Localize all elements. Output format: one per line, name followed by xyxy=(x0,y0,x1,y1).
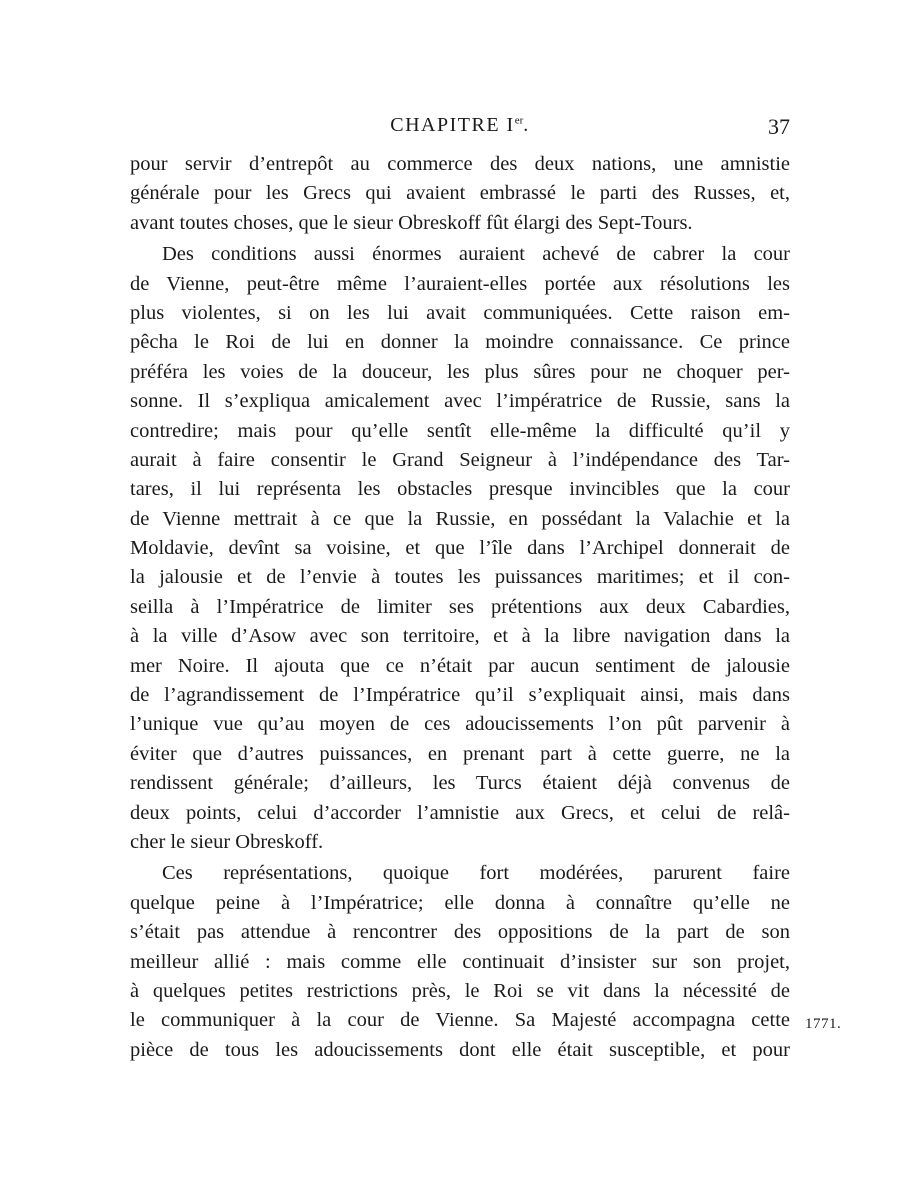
text-line: contredire; mais pour qu’elle sentît elle-même la difficulté qu’il y xyxy=(130,419,790,442)
text-line: meilleur allié : mais comme elle continuait d’insister sur son projet, xyxy=(130,950,790,973)
text-line: s’était pas attendue à rencontrer des oppositions de la part de son xyxy=(130,921,790,944)
text-line: sonne. Il s’expliqua amicalement avec l’impératrice de Russie, sans la xyxy=(130,390,790,413)
text-line: aurait à faire consentir le Grand Seigneur à l’indépendance des Tar- xyxy=(130,448,790,471)
text-line: deux points, celui d’accorder l’amnistie aux Grecs, et celui de relâ- xyxy=(130,801,790,824)
text-line: rendissent générale; d’ailleurs, les Turcs étaient déjà convenus de xyxy=(130,772,790,795)
text-line: tares, il lui représenta les obstacles presque invincibles que la cour xyxy=(130,478,790,501)
text-line: préféra les voies de la douceur, les plus sûres pour ne choquer per- xyxy=(130,360,790,383)
text-line: pêcha le Roi de lui en donner la moindre connaissance. Ce prince xyxy=(130,331,790,354)
text-line: l’unique vue qu’au moyen de ces adoucissements l’on pût parvenir à xyxy=(130,713,790,736)
paragraph-1 xyxy=(130,150,790,238)
body-text xyxy=(130,150,790,1065)
text-line: avant toutes choses, que le sieur Obreskoff fût élargi des Sept-Tours. xyxy=(130,211,693,234)
text-line: de l’agrandissement de l’Impératrice qu’il s’expliquait ainsi, mais dans xyxy=(130,684,790,707)
text-line: générale pour les Grecs qui avaient embrassé le parti des Russes, et, xyxy=(130,182,790,205)
text-line: Ces représentations, quoique fort modérées, parurent faire xyxy=(162,862,790,885)
text-line: pour servir d’entrepôt au commerce des deux nations, une amnistie xyxy=(130,153,790,175)
paragraph-2 xyxy=(130,240,790,857)
text-line: la jalousie et de l’envie à toutes les puissances maritimes; et il con- xyxy=(130,566,790,589)
chapter-period: . xyxy=(523,114,530,136)
text-line: de Vienne, peut-être même l’auraient-elles portée aux résolutions les xyxy=(130,272,790,295)
page-header xyxy=(130,114,790,144)
page-number: 37 xyxy=(768,114,790,139)
chapter-superscript: er xyxy=(514,114,524,127)
text-line: cher le sieur Obreskoff. xyxy=(130,830,324,853)
text-line: à la ville d’Asow avec son territoire, et à la libre navigation dans la xyxy=(130,625,790,648)
chapter-title xyxy=(130,114,790,137)
text-line: pièce de tous les adoucissements dont elle était susceptible, et pour xyxy=(130,1038,790,1061)
text-line: seilla à l’Impératrice de limiter ses prétentions aux deux Cabardies, xyxy=(130,595,790,618)
text-line: Moldavie, devînt sa voisine, et que l’île dans l’Archipel donnerait de xyxy=(130,537,790,560)
text-line: quelque peine à l’Impératrice; elle donna à connaître qu’elle ne xyxy=(130,891,790,914)
text-line: à quelques petites restrictions près, le Roi se vit dans la nécessité de xyxy=(130,979,790,1002)
text-line: de Vienne mettrait à ce que la Russie, en possédant la Valachie et la xyxy=(130,507,790,530)
chapter-label: CHAPITRE I xyxy=(390,114,515,136)
text-line: éviter que d’autres puissances, en prenant part à cette guerre, ne la xyxy=(130,742,790,765)
text-line: le communiquer à la cour de Vienne. Sa Majesté accompagna cette xyxy=(130,1009,790,1032)
text-line: mer Noire. Il ajouta que ce n’était par aucun sentiment de jalousie xyxy=(130,654,790,677)
text-line: Des conditions aussi énormes auraient achevé de cabrer la cour xyxy=(162,243,790,266)
text-line: plus violentes, si on les lui avait communiquées. Cette raison em- xyxy=(130,301,790,324)
margin-year-note: 1771. xyxy=(805,1016,842,1032)
paragraph-3 xyxy=(130,859,790,1065)
